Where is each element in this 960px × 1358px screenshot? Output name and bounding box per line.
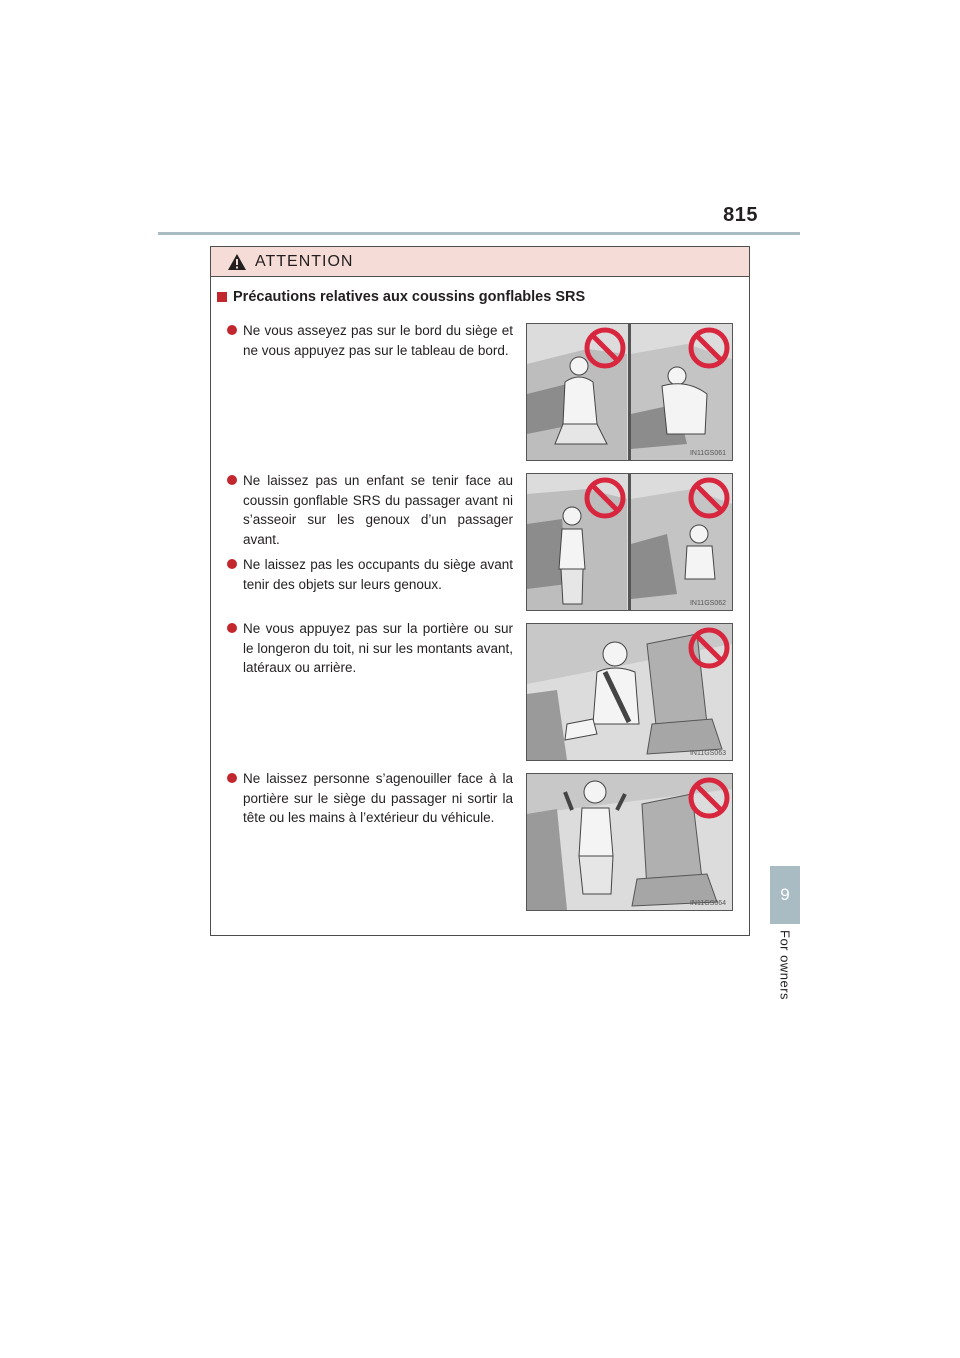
illustration-child-facing-airbag — [526, 473, 733, 611]
warning-header — [211, 247, 749, 277]
bullet-icon — [227, 773, 237, 783]
chapter-label — [770, 930, 800, 1010]
bullet-icon — [227, 475, 237, 485]
bullet-icon — [227, 623, 237, 633]
illustration-code: IN11GS063 — [689, 750, 726, 757]
bullet-icon — [227, 559, 237, 569]
list-item — [227, 471, 513, 549]
section-heading — [217, 289, 585, 305]
list-item — [227, 555, 513, 594]
illustration-code: IN11GS064 — [689, 900, 726, 907]
list-item-text: Ne vous asseyez pas sur le bord du siège et ne vous appuyez pas sur le tableau de bord. — [243, 323, 513, 358]
header-rule — [158, 232, 800, 235]
section-heading-text: Précautions relatives aux coussins gonflables SRS — [233, 289, 586, 305]
list-item — [227, 321, 513, 360]
list-item-text: Ne vous appuyez pas sur la portière ou sur le longeron du toit, ni sur les montants avant, latéraux ou arrière. — [243, 621, 513, 675]
illustration-code: IN11GS062 — [689, 600, 726, 607]
list-item — [227, 619, 513, 678]
heading-square-icon — [217, 292, 227, 302]
illustration-leaning-on-door — [526, 623, 733, 761]
warning-box — [210, 246, 750, 936]
list-item-text: Ne laissez personne s’agenouiller face à la portière sur le siège du passager ni sortir la tête ou les mains à l’extérieur du véhicule. — [243, 771, 513, 825]
chapter-tab[interactable] — [770, 866, 800, 924]
chapter-label-text: For owners — [777, 930, 793, 1001]
list-item — [227, 769, 513, 828]
warning-triangle-icon — [227, 253, 247, 271]
list-item-text: Ne laissez pas un enfant se tenir face au coussin gonflable SRS du passager avant ni s’asseoir sur les genoux d’un passager avant. — [243, 473, 513, 547]
illustration-sitting-on-edge — [526, 323, 733, 461]
illustration-code: IN11GS061 — [689, 450, 726, 457]
warning-title: ATTENTION — [255, 252, 354, 270]
list-item-text: Ne laissez pas les occupants du siège avant tenir des objets sur leurs genoux. — [243, 557, 513, 592]
illustration-kneeling-on-seat — [526, 773, 733, 911]
page-number: 815 — [723, 204, 758, 226]
chapter-tab-number: 9 — [780, 885, 790, 904]
bullet-icon — [227, 325, 237, 335]
